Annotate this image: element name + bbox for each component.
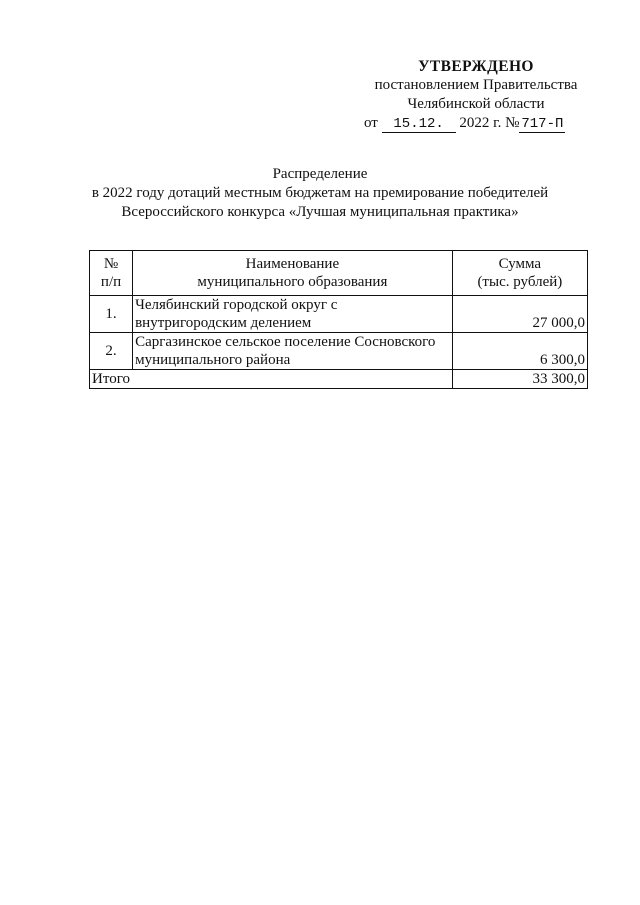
table-row <box>90 333 588 370</box>
approval-line-2: Челябинской области <box>407 96 545 112</box>
from-label: от <box>364 115 378 131</box>
row-name-line-2: муниципального района <box>135 352 291 368</box>
table-row <box>90 296 588 333</box>
year-label: 2022 г. № <box>459 115 520 131</box>
header-num-line-1: № <box>103 256 119 272</box>
approval-date: 15.12. <box>382 116 456 133</box>
row-num: 2. <box>90 333 133 370</box>
row-name-line-1: Челябинский городской округ с <box>135 297 338 313</box>
header-num-line-2: п/п <box>100 274 122 290</box>
header-name-line-2: муниципального образования <box>197 274 388 290</box>
row-name <box>133 333 453 370</box>
total-label: Итого <box>90 370 453 389</box>
approval-number: 717-П <box>521 116 564 132</box>
row-sum: 6 300,0 <box>452 333 587 370</box>
total-sum: 33 300,0 <box>452 370 587 389</box>
approval-stamp <box>350 57 602 133</box>
header-name-line-1: Наименование <box>245 256 340 272</box>
row-name <box>133 296 453 333</box>
distribution-table <box>89 250 588 389</box>
approval-heading: УТВЕРЖДЕНО <box>418 58 534 75</box>
document-title <box>60 165 580 222</box>
table-header-row <box>90 251 588 296</box>
title-line-3: Всероссийского конкурса «Лучшая муниципальная практика» <box>121 204 519 220</box>
row-name-line-2: внутригородским делением <box>135 315 312 331</box>
title-line-2: в 2022 году дотаций местным бюджетам на премирование победителей <box>91 185 549 201</box>
approval-line-1: постановлением Правительства <box>374 77 578 93</box>
header-sum-line-2: (тыс. рублей) <box>477 274 563 290</box>
header-name <box>133 251 453 296</box>
row-sum: 27 000,0 <box>452 296 587 333</box>
header-sum-line-1: Сумма <box>498 256 542 272</box>
row-name-line-1: Саргазинское сельское поселение Сосновского <box>135 334 436 350</box>
header-num <box>90 251 133 296</box>
title-line-1: Распределение <box>272 166 368 182</box>
header-sum <box>452 251 587 296</box>
row-num: 1. <box>90 296 133 333</box>
approval-dateline <box>350 114 602 133</box>
table-total-row <box>90 370 588 389</box>
